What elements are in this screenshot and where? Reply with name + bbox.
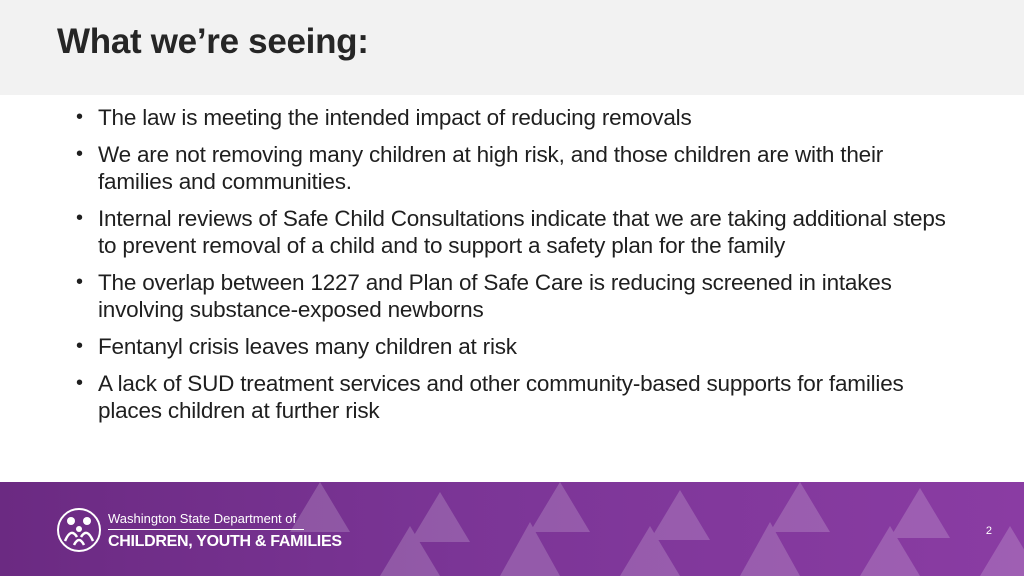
agency-logo <box>56 506 342 554</box>
bullet-item <box>70 141 960 195</box>
bullet-item <box>70 370 960 424</box>
bullet-text: The overlap between 1227 and Plan of Safe Care is reducing screened in intakes involving substance-exposed newborns <box>98 270 892 322</box>
bullet-text: We are not removing many children at high risk, and those children are with their families and communities. <box>98 142 884 194</box>
logo-agency-name: CHILDREN, YOUTH & FAMILIES <box>108 533 342 550</box>
logo-department-text: Washington State Department of <box>108 511 297 526</box>
bullet-item <box>70 104 960 131</box>
bullet-dot: • <box>76 372 83 394</box>
logo-divider <box>108 529 304 530</box>
bullet-text: A lack of SUD treatment services and other community-based supports for families places children at further risk <box>98 371 904 423</box>
bullet-item <box>70 205 960 259</box>
family-circle-emblem-icon <box>56 507 102 553</box>
bullet-text: The law is meeting the intended impact of reducing removals <box>98 105 692 130</box>
title-bar <box>0 0 1024 95</box>
bullet-text: Fentanyl crisis leaves many children at risk <box>98 334 517 359</box>
page-number: 2 <box>985 525 992 537</box>
bullet-dot: • <box>76 335 83 357</box>
bullet-text: Internal reviews of Safe Child Consultations indicate that we are taking additional steps to prevent removal of a child and to support a safety plan for the family <box>98 206 946 258</box>
bullet-dot: • <box>76 106 83 128</box>
slide-title: What we’re seeing: <box>57 22 369 61</box>
bullet-list <box>70 104 960 434</box>
bullet-item <box>70 269 960 323</box>
bullet-dot: • <box>76 143 83 165</box>
bullet-dot: • <box>76 207 83 229</box>
bullet-item <box>70 333 960 360</box>
bullet-dot: • <box>76 271 83 293</box>
